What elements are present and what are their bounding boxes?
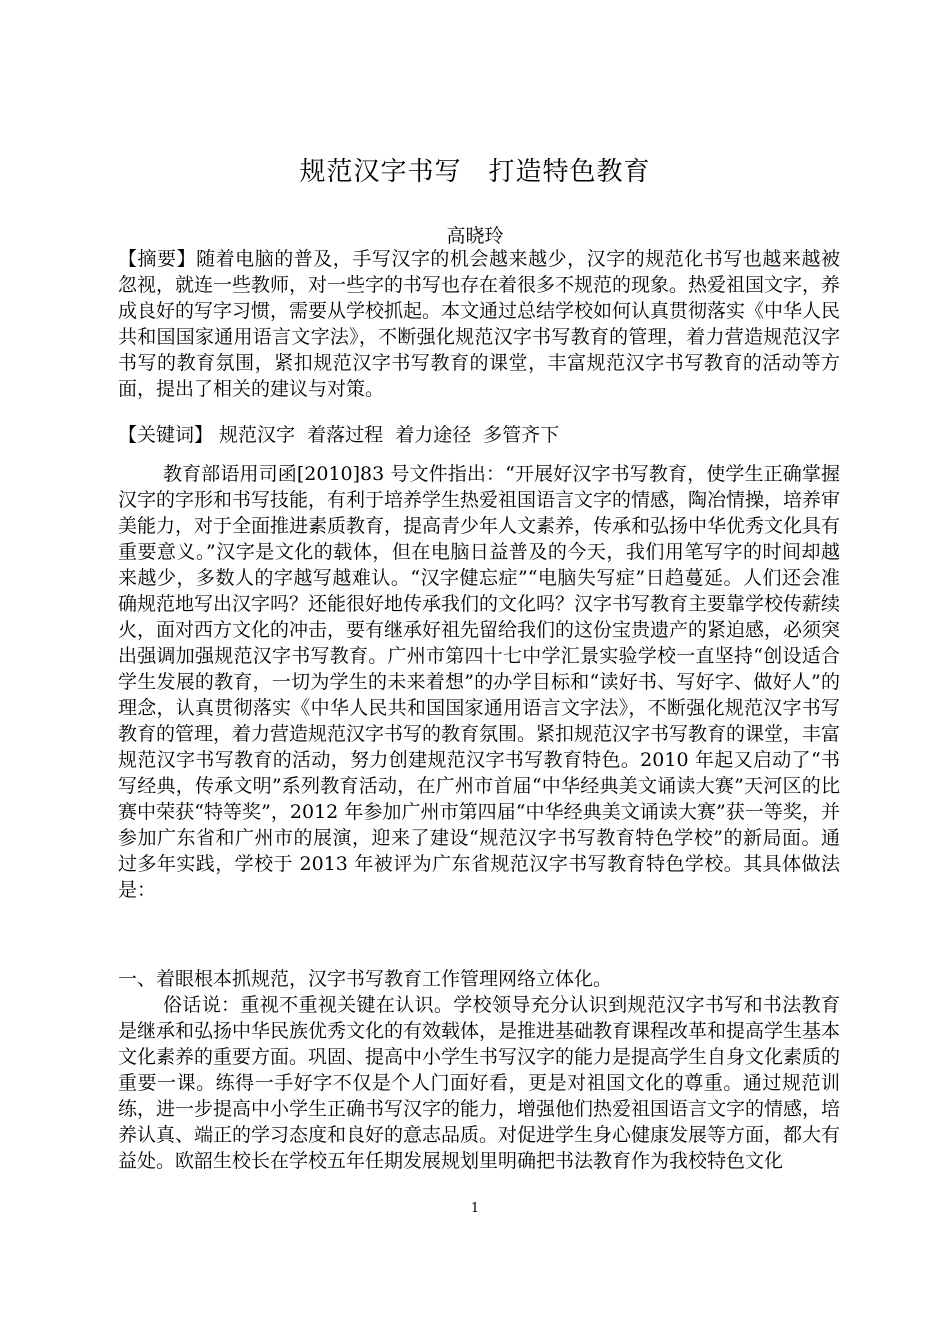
abstract-text: 随着电脑的普及，手写汉字的机会越来越少，汉字的规范化书写也越来越被忽视，就连一些教师，对一些字的书写也存在着很多不规范的现象。热爱祖国文字，养成良好的写字习惯，需要从学校抓起。本文通过总结学校如何认真贯彻落实《中华人民共和国国家通用语言文字法》，不断强化规范汉字书写教育的管理，着力营造规范汉字书写的教育氛围，紧扣规范汉字书写教育的课堂，丰富规范汉字书写教育的活动等方面，提出了相关的建议与对策。 xyxy=(118,248,841,400)
section-heading-1: 一、着眼根本抓规范，汉字书写教育工作管理网络立体化。 xyxy=(118,968,613,990)
body-paragraph-1: 教育部语用司函[2010]83 号文件指出：“开展好汉字书写教育，使学生正确掌握汉字的字形和书写技能，有利于培养学生热爱祖国语言文字的情感，陶冶情操，培养审美能力，对于全面推进素质教育，提高青少年人文素养，传承和弘扬中华优秀文化具有重要意义。”汉字是文化的载体，但在电脑日益普及的今天，我们用笔写字的时间却越来越少，多数人的字越写越难认。“汉字健忘症”“电脑失写症”日趋蔓延。人们还会准确规范地写出汉字吗？还能很好地传承我们的文化吗？汉字书写教育主要靠学校传薪续火，面对西方文化的冲击，要有继承好祖先留给我们的这份宝贵遗产的紧迫感，必须突出强调加强规范汉字书写教育。广州市第四十七中学汇景实验学校一直坚持“创设适合学生发展的教育，一切为学生的未来着想”的办学目标和“读好书、写好字、做好人”的理念，认真贯彻落实《中华人民共和国国家通用语言文字法》，不断强化规范汉字书写教育的管理，着力营造规范汉字书写的教育氛围。紧扣规范汉字书写教育的课堂，丰富规范汉字书写教育的活动，努力创建规范汉字书写教育特色。2010 年起又启动了“书写经典，传承文明”系列教育活动，在广州市首届“中华经典美文诵读大赛”天河区的比赛中荣获“特等奖”，2012 年参加广州市第四届“中华经典美文诵读大赛”获一等奖，并参加广东省和广州市的展演，迎来了建设“规范汉字书写教育特色学校”的新局面。通过多年实践，学校于 2013 年被评为广东省规范汉字书写教育特色学校。其具体做法是： xyxy=(118,463,841,901)
abstract-label: 【摘要】 xyxy=(118,248,197,270)
abstract-paragraph xyxy=(118,246,840,402)
body-paragraph-2: 俗话说：重视不重视关键在认识。学校领导充分认识到规范汉字书写和书法教育是继承和弘扬中华民族优秀文化的有效载体，是推进基础教育课程改革和提高学生基本文化素养的重要方面。巩固、提高中小学生书写汉字的能力是提高学生自身文化素质的重要一课。练得一手好字不仅是个人门面好看，更是对祖国文化的尊重。通过规范训练，进一步提高中小学生正确书写汉字的能力，增强他们热爱祖国语言文字的情感，培养认真、端正的学习态度和良好的意志品质。对促进学生身心健康发展等方面，都大有益处。欧韶生校长在学校五年任期发展规划里明确把书法教育作为我校特色文化 xyxy=(118,994,841,1172)
document-title: 规范汉字书写 打造特色教育 xyxy=(299,157,651,187)
keywords-label: 【关键词】 xyxy=(118,424,214,446)
author-name: 高晓玲 xyxy=(446,225,504,247)
keywords-text: 规范汉字 着落过程 着力途径 多管齐下 xyxy=(213,424,560,446)
page-number: 1 xyxy=(470,1201,480,1216)
keywords-line xyxy=(118,422,840,448)
